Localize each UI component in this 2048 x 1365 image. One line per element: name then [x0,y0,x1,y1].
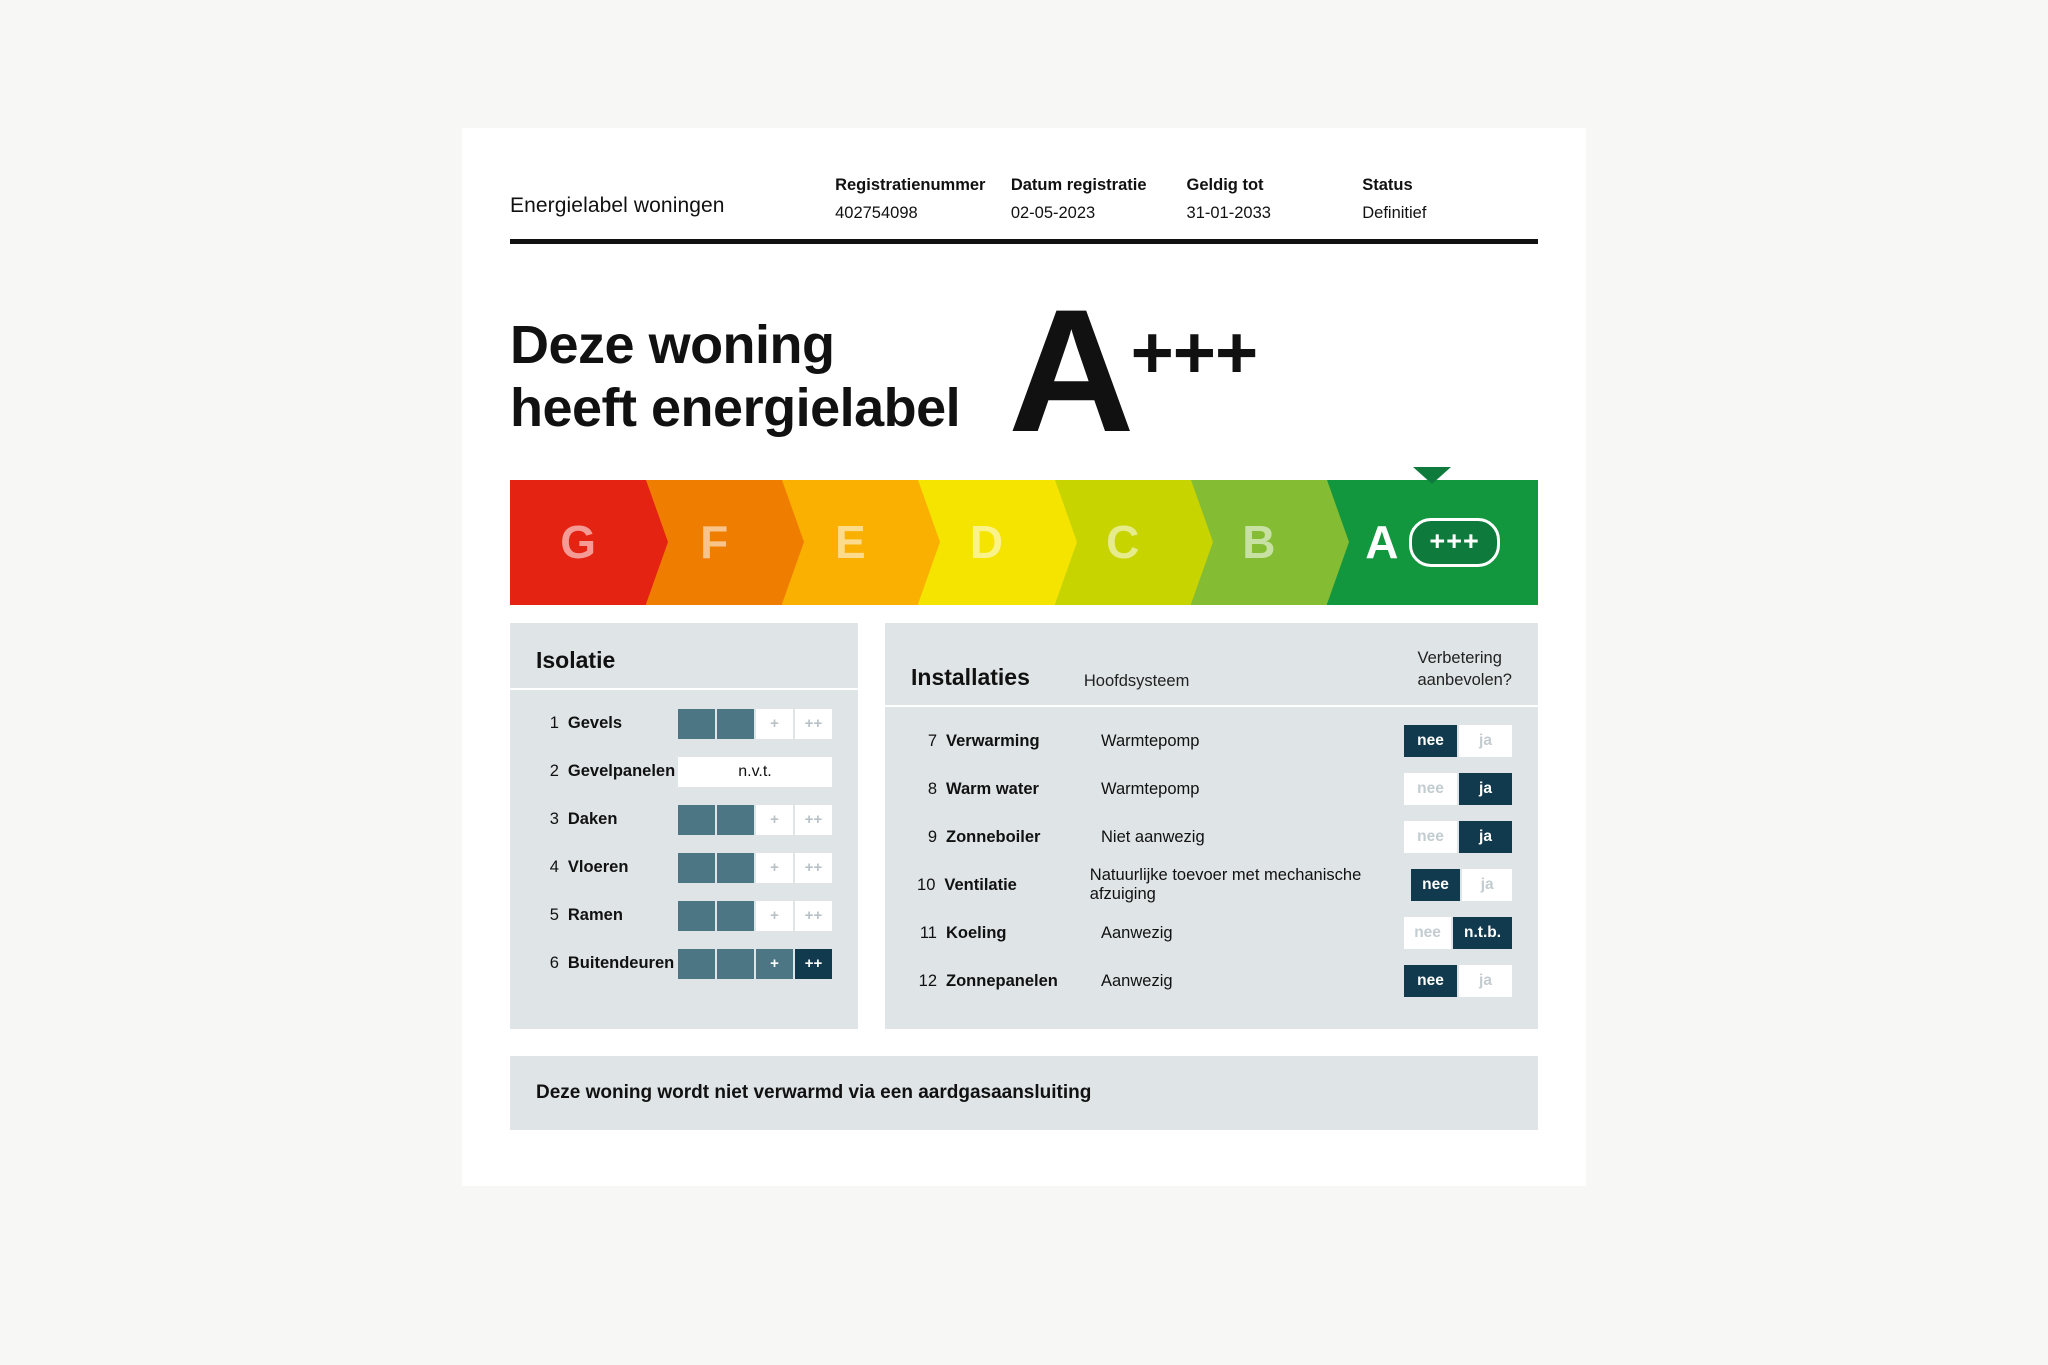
meta-status [1362,176,1538,223]
row-number: 7 [927,731,937,750]
verbetering-ja-cell: ja [1462,869,1512,901]
isolatie-rating-segment [717,949,754,979]
row-number: 4 [549,858,559,876]
row-number: 5 [549,906,559,924]
isolatie-label: Ramen [567,906,623,924]
verbetering-nee-cell: nee [1404,965,1457,997]
installaties-row [911,861,1512,909]
sheet-bottom-spacer [462,1130,1586,1186]
headline-line-1: Deze woning [510,315,835,375]
meta-value: 31-01-2033 [1186,204,1271,222]
verbetering-answer [1411,869,1512,901]
isolatie-rating-bars [678,709,832,739]
row-number: 11 [919,923,937,942]
row-number: 6 [549,954,559,972]
installaties-row [911,765,1512,813]
verbetering-answer [1404,821,1512,853]
installaties-row [911,717,1512,765]
meta-value: 02-05-2023 [1010,204,1096,222]
installaties-hoofdsysteem-value: Aanwezig [1101,971,1173,990]
verbetering-ja-cell: ja [1459,725,1512,757]
scale-letter-d: D [969,516,1004,568]
isolatie-row [536,892,832,940]
meta-value: Definitief [1362,204,1427,222]
scale-badge-plusses: +++ [1409,518,1499,567]
isolatie-label: Vloeren [567,858,629,876]
scale-arrow-icon [1191,480,1213,604]
scale-letter-c: C [1106,516,1140,568]
document-header [510,128,1538,244]
isolatie-row [536,700,832,748]
installaties-row [911,957,1512,1005]
meta-label: Datum registratie [1010,176,1147,194]
meta-value: 402754098 [835,204,918,222]
row-number: 10 [917,875,936,894]
isolatie-rows [510,690,858,1012]
isolatie-rating-bars [678,805,832,835]
installaties-label: Zonneboiler [946,827,1041,846]
row-number: 2 [549,762,559,780]
isolatie-label: Gevels [567,714,623,732]
verbetering-answer [1404,725,1512,757]
installaties-hoofdsysteem-header: Hoofdsysteem [1083,672,1190,691]
scale-letter-e: E [835,516,866,568]
panel-isolatie [510,623,858,1030]
installaties-hoofdsysteem-value: Niet aanwezig [1101,827,1205,846]
row-number: 8 [927,779,937,798]
scale-segment-a [1327,480,1538,605]
installaties-rows [885,707,1538,1029]
panel-installaties-header [885,623,1538,708]
isolatie-row [536,748,832,796]
verbetering-answer [1404,917,1512,949]
isolatie-value-nvt: n.v.t. [678,757,832,787]
isolatie-row [536,844,832,892]
isolatie-label: Daken [567,810,618,828]
isolatie-rating-segment [717,709,754,739]
verbetering-line-1: Verbetering [1417,648,1502,667]
installaties-hoofdsysteem-value: Natuurlijke toevoer met mechanische afzuiging [1089,866,1362,904]
meta-label: Status [1362,176,1413,194]
verbetering-nee-cell: nee [1404,773,1457,805]
isolatie-rating-segment [678,709,715,739]
isolatie-rating-segment: ++ [795,805,832,835]
isolatie-rating-segment: + [756,709,793,739]
isolatie-label: Gevelpanelen [567,762,676,780]
panels-row [510,623,1538,1030]
meta-registratienummer [835,176,1011,223]
isolatie-rating-segment [717,853,754,883]
isolatie-label: Buitendeuren [567,954,675,972]
installaties-label: Zonnepanelen [946,971,1058,990]
energy-label-large [1008,274,1258,469]
verbetering-nee-cell: nee [1404,725,1457,757]
row-number: 12 [918,971,937,990]
scale-letter-g: G [560,516,596,568]
headline-text [510,300,960,439]
verbetering-ja-cell: ja [1459,965,1512,997]
scale-letter-f: F [700,516,729,568]
installaties-hoofdsysteem-value: Warmtepomp [1101,731,1200,750]
scale-arrow-icon [1055,480,1077,604]
isolatie-rating-segment [717,901,754,931]
installaties-verbetering-header [1417,647,1512,692]
installaties-hoofdsysteem-value: Aanwezig [1101,923,1173,942]
energy-label-scale [510,480,1538,605]
scale-segment-g [510,480,646,605]
energy-label-document [462,128,1586,1186]
scale-pointer-icon [1413,467,1451,484]
isolatie-row [536,940,832,988]
installaties-row [911,909,1512,957]
scale-letter-a: A [1365,516,1399,568]
scale-letter-b: B [1242,516,1276,568]
isolatie-rating-bars [678,853,832,883]
energy-label-plusses: +++ [1130,311,1258,394]
isolatie-rating-bars [678,901,832,931]
isolatie-rating-segment: ++ [795,709,832,739]
verbetering-answer [1404,965,1512,997]
meta-label: Registratienummer [835,176,986,194]
energy-label-letter: A [1008,274,1131,469]
headline-section [510,244,1538,480]
row-number: 1 [549,714,559,732]
panel-isolatie-header [510,623,858,690]
verbetering-nee-cell: nee [1404,821,1457,853]
isolatie-rating-segment [678,805,715,835]
verbetering-ntb-cell: n.t.b. [1453,917,1512,949]
isolatie-row [536,796,832,844]
installaties-label: Ventilatie [944,875,1017,894]
isolatie-rating-segment [678,901,715,931]
meta-datum-registratie [1011,176,1187,223]
verbetering-nee-cell: nee [1411,869,1461,901]
isolatie-rating-segment: ++ [795,853,832,883]
panel-installaties-title: Installaties [911,664,1030,691]
installaties-hoofdsysteem-value: Warmtepomp [1101,779,1200,798]
isolatie-rating-segment: ++ [795,949,832,979]
document-type-title: Energielabel woningen [510,194,725,217]
panel-installaties [885,623,1538,1030]
scale-arrow-icon [782,480,804,604]
row-number: 3 [549,810,559,828]
isolatie-rating-segment [678,853,715,883]
verbetering-answer [1404,773,1512,805]
isolatie-rating-segment: + [756,853,793,883]
gas-connection-note: Deze woning wordt niet verwarmd via een aardgasaansluiting [510,1056,1538,1130]
isolatie-rating-segment [678,949,715,979]
verbetering-ja-cell: ja [1459,821,1512,853]
verbetering-nee-cell: nee [1404,917,1451,949]
isolatie-rating-segment: + [756,901,793,931]
verbetering-ja-cell: ja [1459,773,1512,805]
scale-arrow-icon [1327,480,1349,604]
verbetering-line-2: aanbevolen? [1417,670,1512,689]
scale-arrow-icon [646,480,668,604]
headline-line-2: heeft energielabel [510,377,961,438]
isolatie-rating-segment [717,805,754,835]
installaties-label: Warm water [946,779,1039,798]
isolatie-rating-bars [678,949,832,979]
isolatie-rating-segment: ++ [795,901,832,931]
installaties-label: Koeling [946,923,1007,942]
isolatie-rating-segment: + [756,949,793,979]
row-number: 9 [927,827,937,846]
meta-label: Geldig tot [1186,176,1264,194]
installaties-label: Verwarming [946,731,1040,750]
meta-geldig-tot [1187,176,1363,223]
isolatie-rating-segment: + [756,805,793,835]
scale-arrow-icon [918,480,940,604]
installaties-row [911,813,1512,861]
panel-isolatie-title: Isolatie [536,646,616,673]
